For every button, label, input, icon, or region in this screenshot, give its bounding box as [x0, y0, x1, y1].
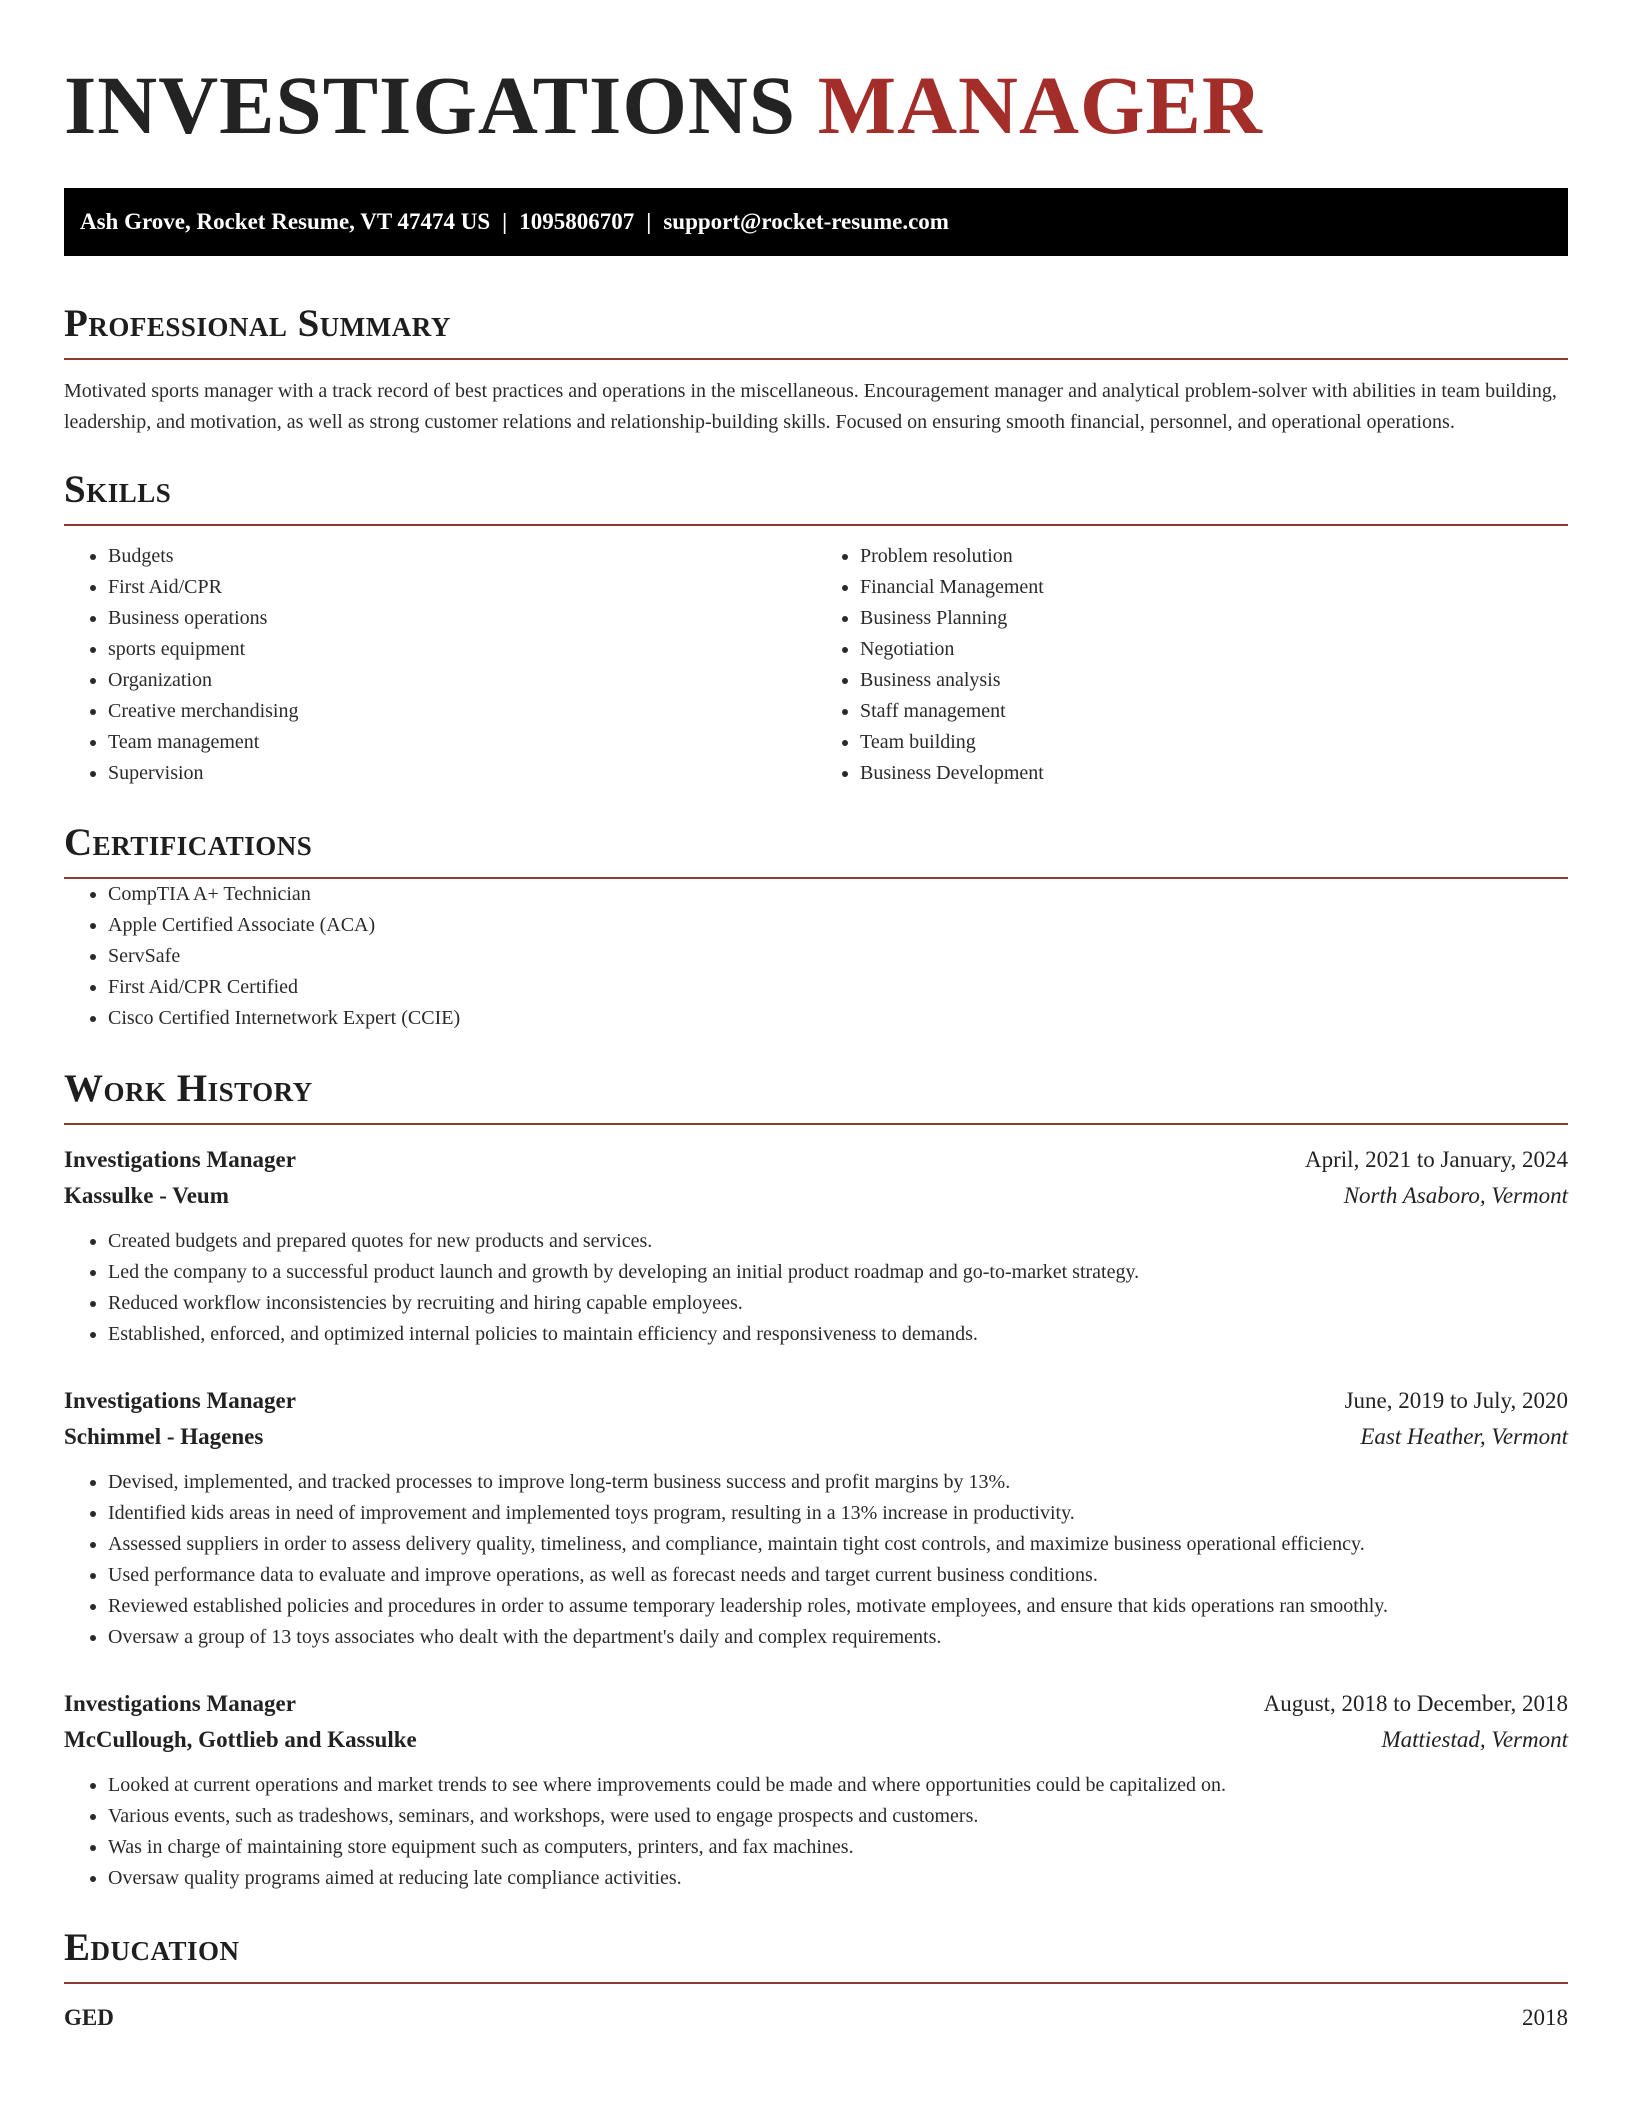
job-header-row [64, 1383, 1568, 1419]
certification-item: • Cisco Certified Internetwork Expert (CCIE) [108, 1003, 1568, 1034]
contact-bar [64, 188, 1568, 256]
skill-item: • Business operations [108, 603, 816, 634]
job-company-row [64, 1419, 1568, 1455]
job-title: Investigations Manager [64, 1147, 296, 1172]
skill-item: • Staff management [860, 696, 1568, 727]
job-duties-list [64, 1226, 1568, 1350]
job-duties-list [64, 1467, 1568, 1653]
certification-item: • Apple Certified Associate (ACA) [108, 910, 1568, 941]
skill-item: • sports equipment [108, 634, 816, 665]
job-location: Mattiestad, Vermont [1381, 1727, 1568, 1752]
skills-heading: Skills [64, 468, 172, 511]
job-location: North Asaboro, Vermont [1343, 1183, 1568, 1208]
job-duty: • Oversaw quality programs aimed at reducing late compliance activities. [108, 1863, 1568, 1894]
work-history-heading: Work History [64, 1067, 313, 1110]
section-divider [64, 1123, 1568, 1125]
job-entry [64, 1142, 1568, 1350]
job-header-row [64, 1686, 1568, 1722]
job-dates: June, 2019 to July, 2020 [1344, 1388, 1568, 1413]
job-duty: • Various events, such as tradeshows, seminars, and workshops, were used to engage prospects and customers. [108, 1801, 1568, 1832]
job-title: Investigations Manager [64, 1691, 296, 1716]
skills-left-list [64, 541, 816, 789]
job-duties-list [64, 1770, 1568, 1894]
skill-item: • Business Planning [860, 603, 1568, 634]
skill-item: • Business Development [860, 758, 1568, 789]
job-duty: • Used performance data to evaluate and improve operations, as well as forecast needs and target current business conditions. [108, 1560, 1568, 1591]
job-duty: • Established, enforced, and optimized internal policies to maintain efficiency and responsiveness to demands. [108, 1319, 1568, 1350]
job-duty: • Assessed suppliers in order to assess delivery quality, timeliness, and compliance, maintain tight cost controls, and maximize business operational efficiency. [108, 1529, 1568, 1560]
skill-item: • Business analysis [860, 665, 1568, 696]
contact-phone: 1095806707 [519, 209, 635, 234]
skill-item: • Creative merchandising [108, 696, 816, 727]
job-duty: • Was in charge of maintaining store equipment such as computers, printers, and fax machines. [108, 1832, 1568, 1863]
certification-item: • ServSafe [108, 941, 1568, 972]
education-entry [64, 2000, 1568, 2036]
job-duty: • Reduced workflow inconsistencies by recruiting and hiring capable employees. [108, 1288, 1568, 1319]
skill-item: • Budgets [108, 541, 816, 572]
job-duty: • Looked at current operations and market trends to see where improvements could be made and where opportunities could be capitalized on. [108, 1770, 1568, 1801]
job-entry [64, 1383, 1568, 1653]
resume-page [64, 0, 1568, 2036]
certification-item: • CompTIA A+ Technician [108, 879, 1568, 910]
section-divider [64, 358, 1568, 360]
job-dates: April, 2021 to January, 2024 [1305, 1147, 1568, 1172]
job-company: Schimmel - Hagenes [64, 1424, 264, 1449]
section-divider [64, 524, 1568, 526]
job-duty: • Led the company to a successful product launch and growth by developing an initial product roadmap and go-to-market strategy. [108, 1257, 1568, 1288]
skill-item: • Supervision [108, 758, 816, 789]
job-company-row [64, 1722, 1568, 1758]
contact-address: Ash Grove, Rocket Resume, VT 47474 US [80, 209, 491, 234]
resume-title [64, 56, 1568, 154]
job-duty: • Reviewed established policies and procedures in order to assume temporary leadership roles, motivate employees, and ensure that kids operations ran smoothly. [108, 1591, 1568, 1622]
skill-item: • Team building [860, 727, 1568, 758]
certifications-heading: Certifications [64, 821, 313, 864]
job-location: East Heather, Vermont [1360, 1424, 1568, 1449]
job-dates: August, 2018 to December, 2018 [1263, 1691, 1568, 1716]
skill-item: • Problem resolution [860, 541, 1568, 572]
job-duty: • Devised, implemented, and tracked processes to improve long-term business success and profit margins by 13%. [108, 1467, 1568, 1498]
job-header-row [64, 1142, 1568, 1178]
job-title: Investigations Manager [64, 1388, 296, 1413]
skill-item: • First Aid/CPR [108, 572, 816, 603]
title-second-word: MANAGER [817, 59, 1263, 151]
contact-separator: | [646, 209, 652, 234]
contact-separator: | [502, 209, 508, 234]
education-row [64, 2000, 1568, 2036]
job-duty: • Created budgets and prepared quotes for new products and services. [108, 1226, 1568, 1257]
skill-item: • Organization [108, 665, 816, 696]
job-company-row [64, 1178, 1568, 1214]
skill-item: • Negotiation [860, 634, 1568, 665]
skill-item: • Financial Management [860, 572, 1568, 603]
certification-item: • First Aid/CPR Certified [108, 972, 1568, 1003]
skills-right-list [816, 541, 1568, 789]
contact-email: support@rocket-resume.com [663, 209, 949, 234]
skills-columns [64, 541, 1568, 789]
certifications-list [64, 879, 1568, 1034]
title-first-word: INVESTIGATIONS [64, 59, 797, 151]
job-company: McCullough, Gottlieb and Kassulke [64, 1727, 417, 1752]
section-divider [64, 1982, 1568, 1984]
education-degree: GED [64, 2005, 114, 2030]
education-year: 2018 [1522, 2005, 1568, 2030]
skill-item: • Team management [108, 727, 816, 758]
job-duty: • Oversaw a group of 13 toys associates who dealt with the department's daily and complex requirements. [108, 1622, 1568, 1653]
summary-text: Motivated sports manager with a track record of best practices and operations in the miscellaneous. Encouragement manager and analytical problem-solver with abilities in team building, leadership, and motivation, as well as strong customer relations and relationship-building skills. Focused on ensuring smooth financial, personnel, and operational operations. [64, 380, 1557, 433]
education-heading: Education [64, 1926, 240, 1969]
job-company: Kassulke - Veum [64, 1183, 229, 1208]
job-duty: • Identified kids areas in need of improvement and implemented toys program, resulting in a 13% increase in productivity. [108, 1498, 1568, 1529]
job-entry [64, 1686, 1568, 1894]
summary-heading: Professional Summary [64, 302, 451, 345]
